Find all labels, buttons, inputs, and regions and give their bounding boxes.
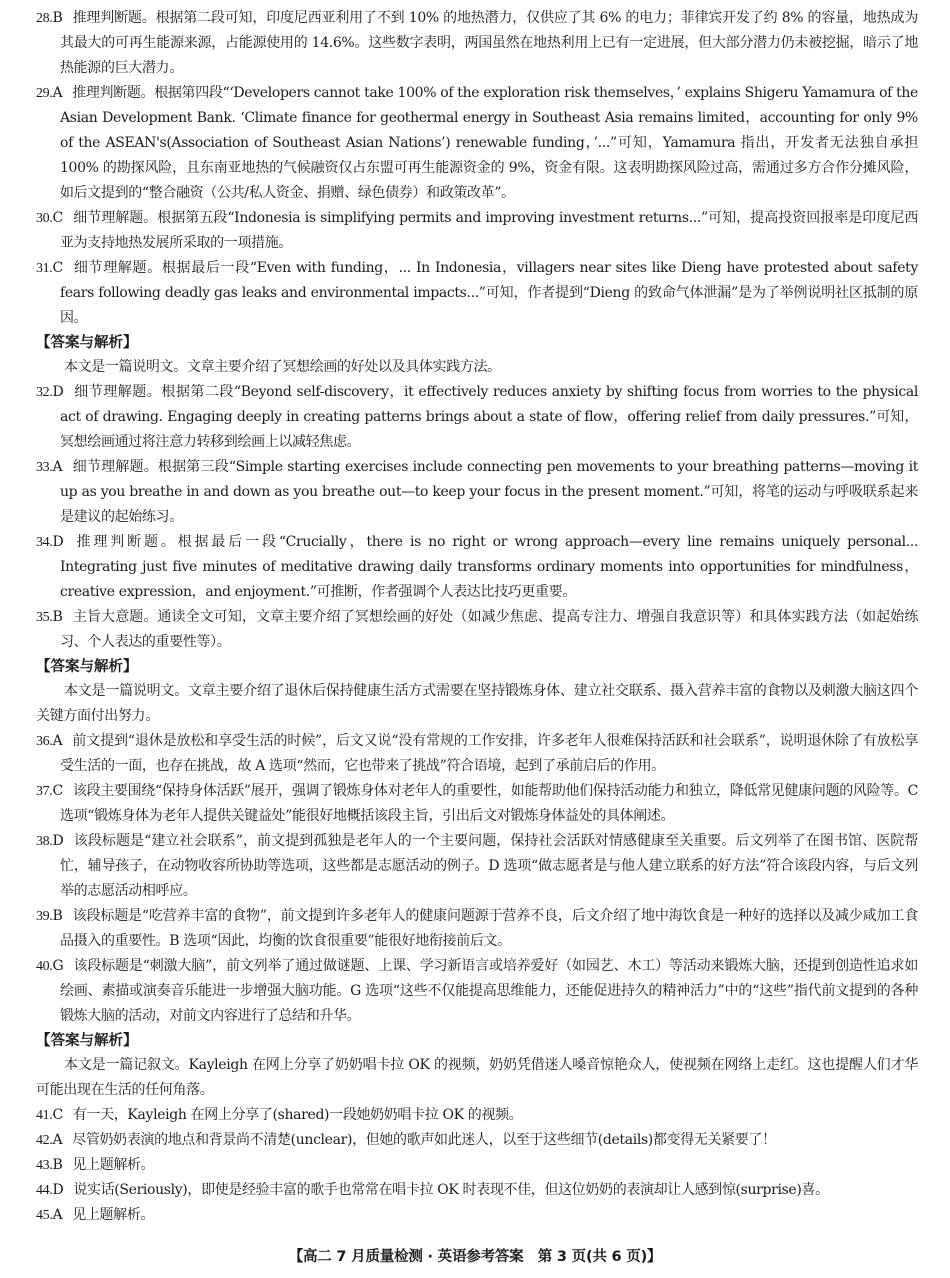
answer-item-45: 45.A 见上题解析。 (36, 1207, 155, 1223)
answer-item-40: 40.G 该段标题是“刺激大脑”，前文列举了通过做谜题、上课、学习新语言或培养爱好（如园艺、木工）等活动来锻炼大脑，还提到创造性追求如绘画、素描或演奏音乐能进一步增强大脑功能。G 选项“这些不仅能提高思维能力，还能促进持久的精神活力”中的“这些”指代前文提到的各种锻炼大脑的活动，对前文内容进行了总结和升华。 (36, 958, 918, 1024)
section-heading: 【答案与解析】 (36, 335, 138, 351)
answer-item-42: 42.A 尽管奶奶表演的地点和背景尚不清楚(unclear)，但她的歌声如此迷人，以至于这些细节(details)都变得无关紧要了！ (36, 1132, 776, 1148)
answer-item-28: 28.B 推理判断题。根据第二段可知，印度尼西亚利用了不到 10% 的地热潜力，仅供应了其 6% 的电力；菲律宾开发了约 8% 的容量，地热成为其最大的可再生能源来源，占能源使用的 14.6%。这些数字表明，两国虽然在地热利用上已有一定进展，但大部分潜力仍未被挖掘，暗示了地热能源的巨大潜力。 (36, 10, 918, 76)
answer-item-30: 30.C 细节理解题。根据第五段“Indonesia is simplifying permits and improving investment returns...”可知，提高投资回报率是印度尼西亚为支持地热发展所采取的一项措施。 (36, 210, 918, 251)
section-heading: 【答案与解析】 (36, 1033, 138, 1049)
section-intro: 本文是一篇记叙文。Kayleigh 在网上分享了奶奶唱卡拉 OK 的视频，奶奶凭借迷人嗓音惊艳众人，使视频在网络上走红。这也提醒人们才华可能出现在生活的任何角落。 (36, 1057, 918, 1098)
answer-item-35: 35.B 主旨大意题。通读全文可知，文章主要介绍了冥想绘画的好处（如减少焦虑、提高专注力、增强自我意识等）和具体实践方法（如起始练习、个人表达的重要性等）。 (36, 609, 918, 650)
answer-item-37: 37.C 该段主要围绕“保持身体活跃”展开，强调了锻炼身体对老年人的重要性，如能帮助他们保持活动能力和独立，降低常见健康问题的风险等。C 选项“锻炼身体为老年人提供关键益处”能很好地概括该段主旨，引出后文对锻炼身体益处的具体阐述。 (36, 783, 918, 824)
section-heading: 【答案与解析】 (36, 659, 138, 675)
answer-item-38: 38.D 该段标题是“建立社会联系”，前文提到孤独是老年人的一个主要问题，保持社会活跃对情感健康至关重要。后文列举了在图书馆、医院帮忙，辅导孩子，在动物收容所协助等选项，这些都是志愿活动的例子。D 选项“做志愿者是与他人建立联系的好方法”符合该段内容，与后文列举的志愿活动相呼应。 (36, 833, 918, 899)
section-intro: 本文是一篇说明文。文章主要介绍了冥想绘画的好处以及具体实践方法。 (64, 359, 501, 375)
answer-item-36: 36.A 前文提到“退休是放松和享受生活的时候”，后文又说“没有常规的工作安排，许多老年人很难保持活跃和社会联系”，说明退休除了有放松享受生活的一面，也存在挑战，故 A 选项“然而，它也带来了挑战”符合语境，起到了承前启后的作用。 (36, 733, 918, 774)
answer-item-39: 39.B 该段标题是“吃营养丰富的食物”，前文提到许多老年人的健康问题源于营养不良，后文介绍了地中海饮食是一种好的选择以及减少咸加工食品摄入的重要性。B 选项“因此，均衡的饮食很重要”能很好地衔接前后文。 (36, 908, 918, 949)
answer-item-31: 31.C 细节理解题。根据最后一段“Even with funding，... In Indonesia，villagers near sites like Dieng have protested about safety fears following deadly gas leaks and environmental impacts...”可知，作者提到“Dieng 的致命气体泄漏”是为了举例说明社区抵制的原因。 (36, 260, 918, 326)
answer-item-43: 43.B 见上题解析。 (36, 1157, 155, 1173)
page-footer: 【高二 7 月质量检测 · 英语参考答案 第 3 页(共 6 页)】 (288, 1249, 662, 1265)
answer-item-44: 44.D 说实话(Seriously)，即使是经验丰富的歌手也常常在唱卡拉 OK 时表现不佳，但这位奶奶的表演却让人感到惊(surprise)喜。 (36, 1182, 829, 1198)
answer-item-34: 34.D 推理判断题。根据最后一段“Crucially，there is no right or wrong approach—every line remains uniquely personal... Integrating just five minutes of meditative drawing daily transforms ordinary moments into opportunities for mindfulness，creative expression，and enjoyment.”可推断，作者强调个人表达比技巧更重要。 (36, 534, 918, 600)
answer-item-41: 41.C 有一天，Kayleigh 在网上分享了(shared)一段她奶奶唱卡拉 OK 的视频。 (36, 1107, 523, 1123)
answer-page (36, 6, 918, 1228)
section-intro: 本文是一篇说明文。文章主要介绍了退休后保持健康生活方式需要在坚持锻炼身体、建立社交联系、摄入营养丰富的食物以及刺激大脑这四个关键方面付出努力。 (36, 683, 918, 724)
answer-item-32: 32.D 细节理解题。根据第二段“Beyond self-discovery，it effectively reduces anxiety by shifting focus from worries to the physical act of drawing. Engaging deeply in creating patterns brings about a state of flow，offering relief from daily pressures.”可知，冥想绘画通过将注意力转移到绘画上以减轻焦虑。 (36, 384, 918, 450)
answer-item-29: 29.A 推理判断题。根据第四段“‘Developers cannot take 100% of the exploration risk themselves，’ explains Shigeru Yamamura of the Asian Development Bank. ‘Climate finance for geothermal energy in Southeast Asia remains limited，accounting for only 9% of the ASEAN's(Association of Southeast Asian Nations’) renewable funding，’...”可知，Yamamura 指出，开发者无法独自承担 100% 的勘探风险，且东南亚地热的气候融资仅占东盟可再生能源资金的 9%，资金有限。这表明勘探风险过高，需通过多方合作分摊风险，如后文提到的“整合融资（公共/私人资金、捐赠、绿色债券）和政策改革”。 (36, 85, 918, 201)
answer-item-33: 33.A 细节理解题。根据第三段“Simple starting exercises include connecting pen movements to your breathing patterns—moving it up as you breathe in and down as you breathe out—to keep your focus in the present moment.”可知，将笔的运动与呼吸联系起来是建议的起始练习。 (36, 459, 918, 525)
